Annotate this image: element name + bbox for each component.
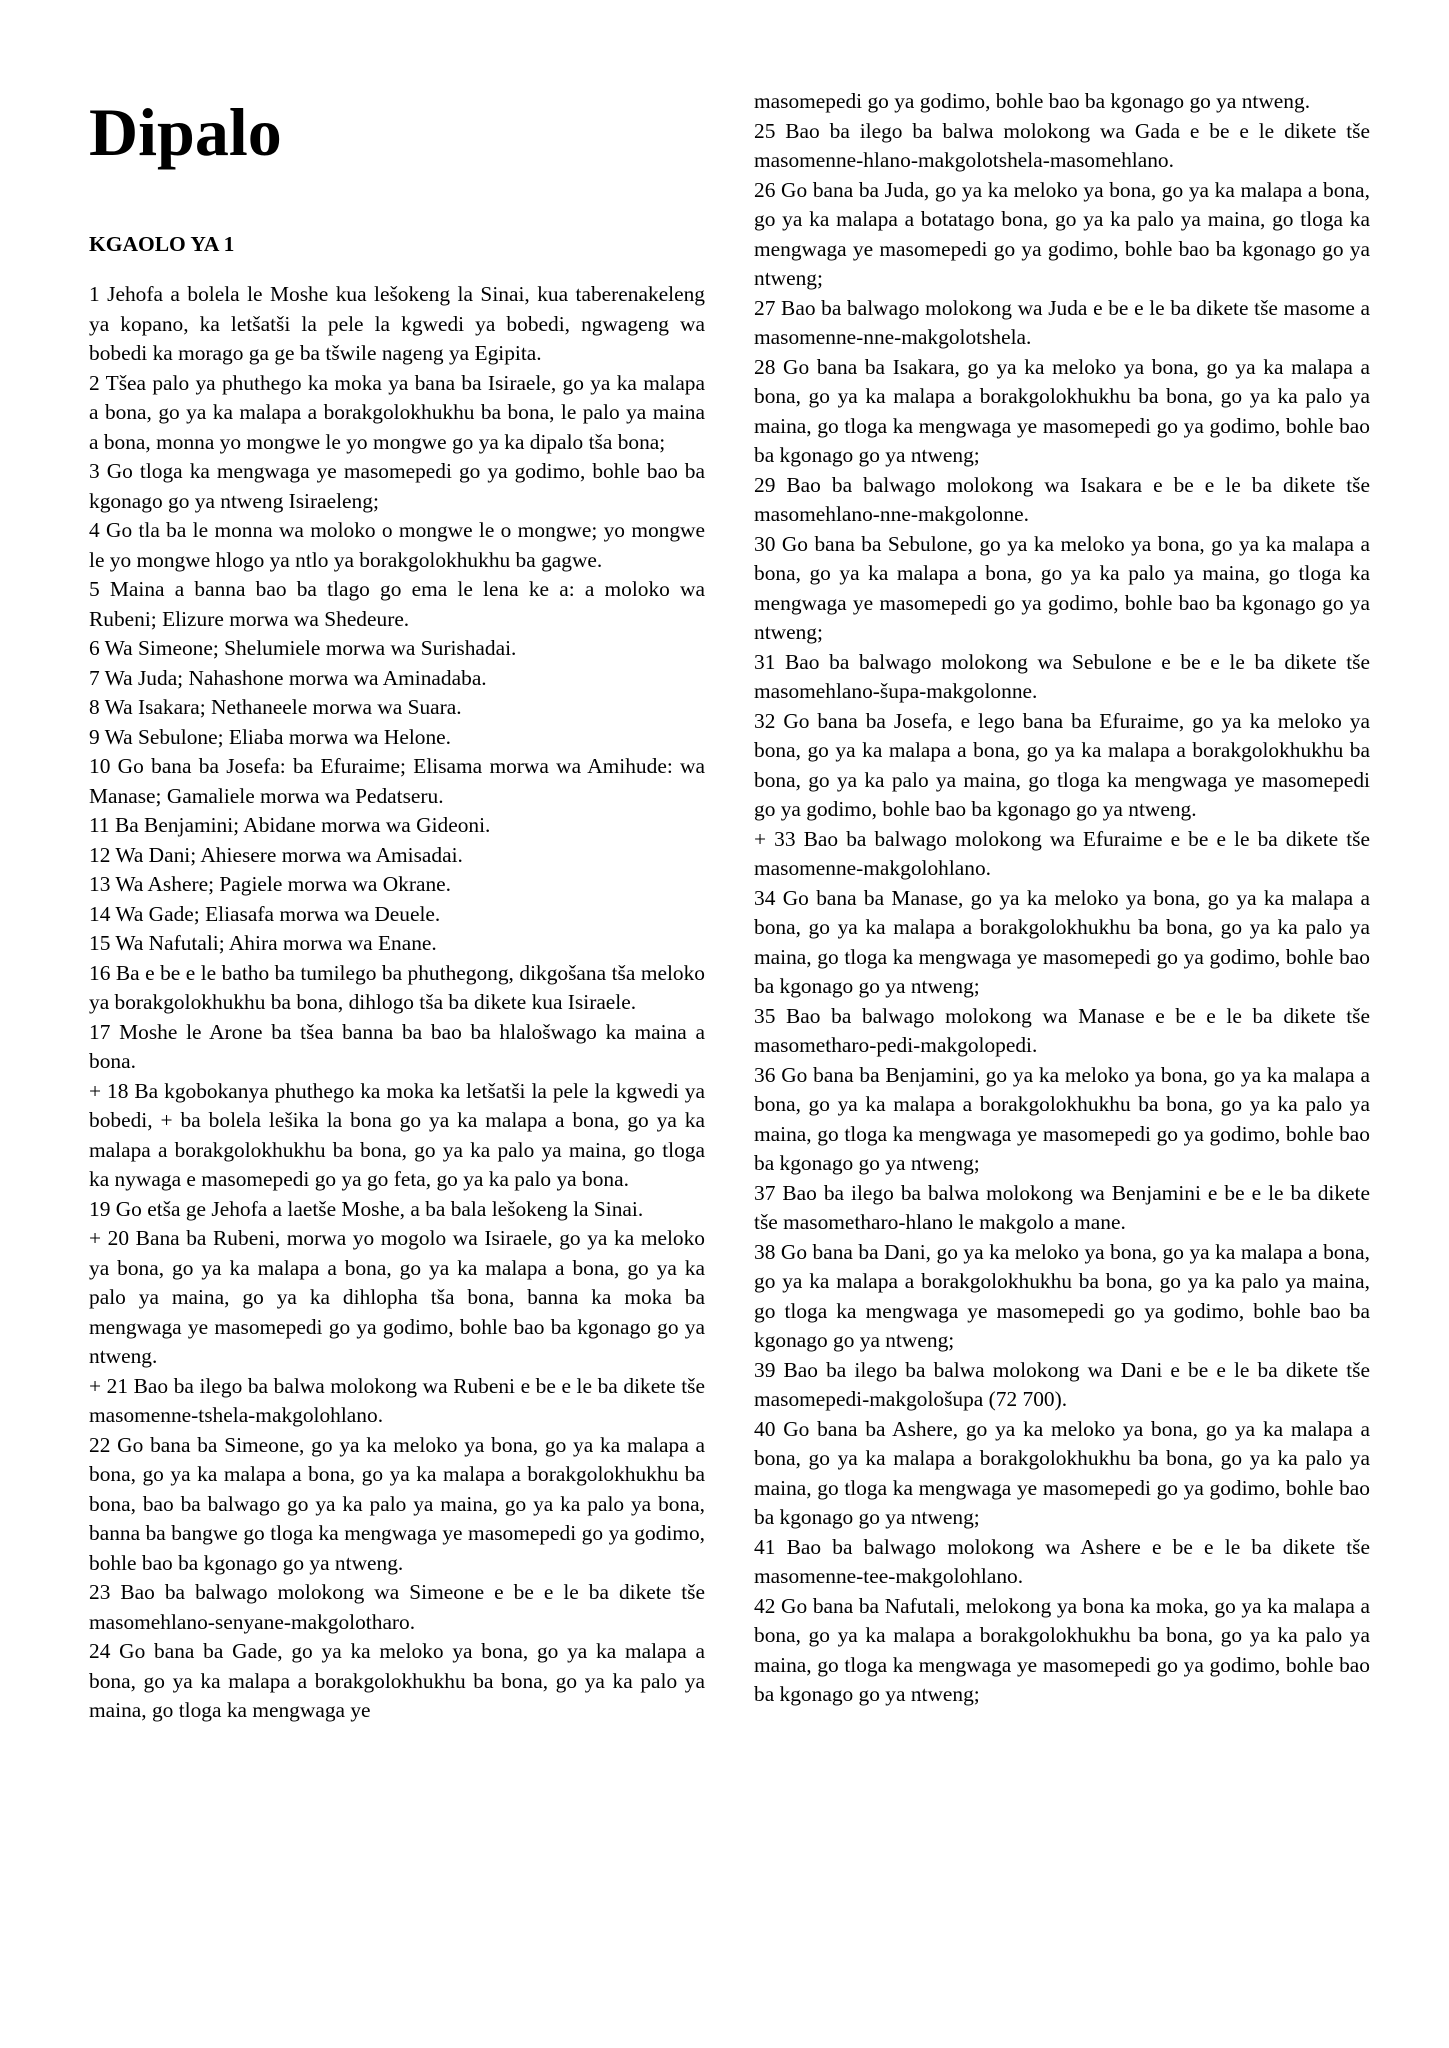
verse-paragraph: 23 Bao ba balwago molokong wa Simeone e be e le ba dikete tše masomehlano-senyane-makgolotharo. [89, 1580, 705, 1634]
verse-paragraph: 36 Go bana ba Benjamini, go ya ka meloko ya bona, go ya ka malapa a bona, go ya ka malapa a borakgolokhukhu ba bona, go ya ka palo ya maina, go tloga ka mengwaga ye masomepedi go ya godimo, bohle bao ba kgonago go ya ntweng; [754, 1062, 1370, 1175]
verse-paragraph: 42 Go bana ba Nafutali, melokong ya bona ka moka, go ya ka malapa a bona, go ya ka malapa a borakgolokhukhu ba bona, go ya ka palo ya maina, go tloga ka mengwaga ye masomepedi go ya godimo, bohle bao ba kgonago go ya ntweng; [754, 1593, 1370, 1706]
right-column-text [754, 87, 1370, 1710]
verse-paragraph: 37 Bao ba ilego ba balwa molokong wa Benjamini e be e le ba dikete tše masometharo-hlano le makgolo a mane. [754, 1180, 1370, 1234]
verse-paragraph: + 21 Bao ba ilego ba balwa molokong wa Rubeni e be e le ba dikete tše masomenne-tshela-makgolohlano. [89, 1373, 705, 1427]
verse-paragraph: 11 Ba Benjamini; Abidane morwa wa Gideoni. [89, 813, 491, 837]
verse-paragraph: 25 Bao ba ilego ba balwa molokong wa Gada e be e le dikete tše masomenne-hlano-makgolotshela-masomehlano. [754, 118, 1370, 172]
verse-paragraph: masomepedi go ya godimo, bohle bao ba kgonago go ya ntweng. [754, 89, 1311, 113]
verse-paragraph: 13 Wa Ashere; Pagiele morwa wa Okrane. [89, 872, 451, 896]
verse-paragraph: 2 Tšea palo ya phuthego ka moka ya bana ba Isiraele, go ya ka malapa a bona, go ya ka malapa a borakgolokhukhu ba bona, le palo ya maina a bona, monna yo mongwe le yo mongwe go ya ka dipalo tša bona; [89, 370, 705, 454]
verse-paragraph: 32 Go bana ba Josefa, e lego bana ba Efuraime, go ya ka meloko ya bona, go ya ka malapa a bona, go ya ka malapa a borakgolokhukhu ba bona, go ya ka palo ya maina, go tloga ka mengwaga ye masomepedi go ya godimo, bohle bao ba kgonago go ya ntweng. [754, 708, 1370, 821]
verse-paragraph: 15 Wa Nafutali; Ahira morwa wa Enane. [89, 931, 437, 955]
verse-paragraph: 31 Bao ba balwago molokong wa Sebulone e be e le ba dikete tše masomehlano-šupa-makgolonne. [754, 649, 1370, 703]
verse-paragraph: 16 Ba e be e le batho ba tumilego ba phuthegong, dikgošana tša meloko ya borakgolokhukhu ba bona, dihlogo tša ba dikete kua Isiraele. [89, 960, 705, 1014]
verse-paragraph: 38 Go bana ba Dani, go ya ka meloko ya bona, go ya ka malapa a bona, go ya ka malapa a borakgolokhukhu ba bona, go ya ka palo ya maina, go tloga ka mengwaga ye masomepedi go ya godimo, bohle bao ba kgonago go ya ntweng; [754, 1239, 1370, 1352]
left-column-text [89, 280, 705, 1726]
page-title: Dipalo [89, 94, 282, 170]
verse-paragraph: 1 Jehofa a bolela le Moshe kua lešokeng la Sinai, kua taberenakeleng ya kopano, ka letšatši la pele la kgwedi ya bobedi, ngwageng wa bobedi ka morago ga ge ba tšwile nageng ya Egipita. [89, 282, 705, 365]
verse-paragraph: 9 Wa Sebulone; Eliaba morwa wa Helone. [89, 724, 452, 749]
verse-paragraph: 39 Bao ba ilego ba balwa molokong wa Dani e be e le ba dikete tše masomepedi-makgološupa (72 700). [754, 1357, 1370, 1411]
verse-paragraph: 10 Go bana ba Josefa: ba Efuraime; Elisama morwa wa Amihude: wa Manase; Gamaliele morwa wa Pedatseru. [89, 754, 705, 808]
verse-paragraph: 41 Bao ba balwago molokong wa Ashere e be e le ba dikete tše masomenne-tee-makgolohlano. [754, 1534, 1370, 1588]
verse-paragraph: 40 Go bana ba Ashere, go ya ka meloko ya bona, go ya ka malapa a bona, go ya ka malapa a borakgolokhukhu ba bona, go ya ka palo ya maina, go tloga ka mengwaga ye masomepedi go ya godimo, bohle bao ba kgonago go ya ntweng; [754, 1416, 1370, 1529]
verse-paragraph: 30 Go bana ba Sebulone, go ya ka meloko ya bona, go ya ka malapa a bona, go ya ka malapa a bona, go ya ka palo ya maina, go tloga ka mengwaga ye masomepedi go ya godimo, bohle bao ba kgonago go ya ntweng; [754, 531, 1370, 644]
verse-paragraph: 5 Maina a banna bao ba tlago go ema le lena ke a: a moloko wa Rubeni; Elizure morwa wa Shedeure. [89, 577, 705, 631]
verse-paragraph: 27 Bao ba balwago molokong wa Juda e be e le ba dikete tše masome a masomenne-nne-makgolotshela. [754, 295, 1370, 349]
verse-paragraph: 6 Wa Simeone; Shelumiele morwa wa Surishadai. [89, 636, 517, 660]
chapter-heading: KGAOLO YA 1 [89, 232, 235, 256]
verse-paragraph: 34 Go bana ba Manase, go ya ka meloko ya bona, go ya ka malapa a bona, go ya ka malapa a borakgolokhukhu ba bona, go ya ka palo ya maina, go tloga ka mengwaga ye masomepedi go ya godimo, bohle bao ba kgonago go ya ntweng; [754, 885, 1370, 998]
verse-paragraph: 26 Go bana ba Juda, go ya ka meloko ya bona, go ya ka malapa a bona, go ya ka malapa a botatago bona, go ya ka palo ya maina, go tloga ka mengwaga ye masomepedi go ya godimo, bohle bao ba kgonago go ya ntweng; [754, 177, 1370, 290]
verse-paragraph: 19 Go etša ge Jehofa a laetše Moshe, a ba bala lešokeng la Sinai. [89, 1196, 644, 1221]
verse-paragraph: 17 Moshe le Arone ba tšea banna ba bao ba hlalošwago ka maina a bona. [89, 1019, 705, 1073]
verse-paragraph: 35 Bao ba balwago molokong wa Manase e be e le ba dikete tše masometharo-pedi-makgolopedi. [754, 1003, 1370, 1057]
verse-paragraph: 22 Go bana ba Simeone, go ya ka meloko ya bona, go ya ka malapa a bona, go ya ka malapa a bona, go ya ka malapa a borakgolokhukhu ba bona, bao ba balwago go ya ka palo ya maina, go ya ka palo ya bona, banna ba bangwe go tloga ka mengwaga ye masomepedi go ya godimo, bohle bao ba kgonago go ya ntweng. [89, 1432, 705, 1575]
verse-paragraph: 24 Go bana ba Gade, go ya ka meloko ya bona, go ya ka malapa a bona, go ya ka malapa a borakgolokhukhu ba bona, go ya ka palo ya maina, go tloga ka mengwaga ye [89, 1639, 705, 1722]
verse-paragraph: + 18 Ba kgobokanya phuthego ka moka ka letšatši la pele la kgwedi ya bobedi, + ba bolela lešika la bona go ya ka malapa a bona, go ya ka malapa a borakgolokhukhu ba bona, go ya ka palo ya maina, go tloga ka nywaga e masomepedi go ya go feta, go ya ka palo ya bona. [89, 1078, 705, 1191]
verse-paragraph: 4 Go tla ba le monna wa moloko o mongwe le o mongwe; yo mongwe le yo mongwe hlogo ya ntlo ya borakgolokhukhu ba gagwe. [89, 518, 705, 572]
verse-paragraph: 7 Wa Juda; Nahashone morwa wa Aminadaba. [89, 665, 487, 690]
verse-paragraph: + 20 Bana ba Rubeni, morwa yo mogolo wa Isiraele, go ya ka meloko ya bona, go ya ka malapa a bona, go ya ka malapa a bona, go ya ka palo ya maina, go ya ka dihlopha tša bona, banna ka moka ba mengwaga ye masomepedi go ya godimo, bohle bao ba kgonago go ya ntweng. [89, 1226, 705, 1368]
verse-paragraph: 14 Wa Gade; Eliasafa morwa wa Deuele. [89, 901, 441, 926]
verse-paragraph: + 33 Bao ba balwago molokong wa Efuraime e be e le ba dikete tše masomenne-makgolohlano. [754, 826, 1370, 880]
verse-paragraph: 28 Go bana ba Isakara, go ya ka meloko ya bona, go ya ka malapa a bona, go ya ka malapa a borakgolokhukhu ba bona, go ya ka palo ya maina, go tloga ka mengwaga ye masomepedi go ya godimo, bohle bao ba kgonago go ya ntweng; [754, 354, 1370, 467]
verse-paragraph: 8 Wa Isakara; Nethaneele morwa wa Suara. [89, 695, 462, 719]
verse-paragraph: 3 Go tloga ka mengwaga ye masomepedi go ya godimo, bohle bao ba kgonago go ya ntweng Isiraeleng; [89, 459, 705, 513]
verse-paragraph: 29 Bao ba balwago molokong wa Isakara e be e le ba dikete tše masomehlano-nne-makgolonne. [754, 472, 1370, 526]
verse-paragraph: 12 Wa Dani; Ahiesere morwa wa Amisadai. [89, 842, 463, 867]
